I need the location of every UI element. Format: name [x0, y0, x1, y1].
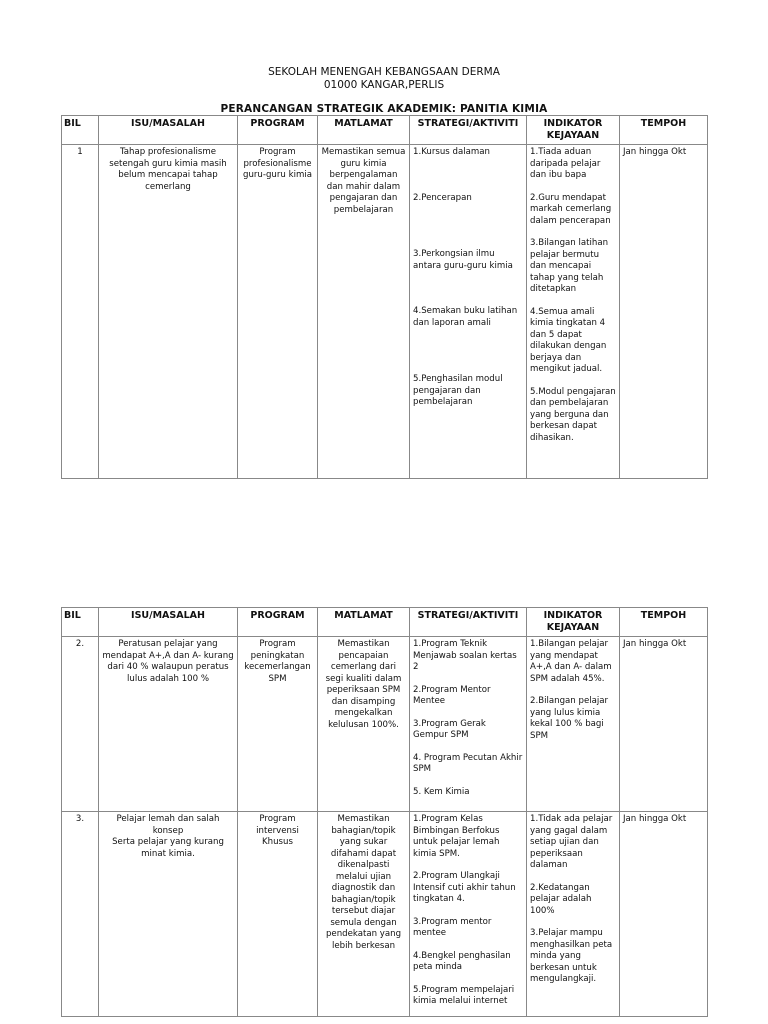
school-header: [0, 66, 768, 92]
strategi-item: 2.Pencerapan: [413, 192, 472, 203]
indikator-item: 1.Bilangan pelajar yang mendapat A+,A dan A- dalam SPM adalah 45%.: [530, 639, 612, 684]
cell-strategi: [410, 145, 527, 479]
indikator-item: 3.Bilangan latihan pelajar bermutu dan mencapai tahap yang telah ditetapkan: [530, 238, 609, 294]
strategi-item: 1.Program Teknik Menjawab soalan kertas 2: [413, 639, 517, 672]
cell-indikator: [527, 145, 620, 479]
indikator-item: 2.Bilangan pelajar yang lulus kimia kekal 100 % bagi SPM: [530, 696, 609, 741]
cell-tempoh: Jan hingga Okt: [620, 637, 708, 812]
col-header-bil: BIL: [62, 116, 99, 145]
col-header-matlamat: MATLAMAT: [318, 608, 410, 637]
table-row: [62, 812, 708, 1017]
table-header-row: [62, 608, 708, 637]
cell-isu: Peratusan pelajar yang mendapat A+,A dan A- kurang dari 40 % walaupun peratus lulus adalah 100 %: [99, 637, 238, 812]
cell-program: Program profesionalisme guru-guru kimia: [238, 145, 318, 479]
strategi-item: 1.Program Kelas Bimbingan Berfokus untuk pelajar lemah kimia SPM.: [413, 814, 500, 859]
school-name: SEKOLAH MENENGAH KEBANGSAAN DERMA: [268, 66, 500, 78]
strategi-item: 3.Program Gerak Gempur SPM: [413, 718, 486, 740]
table-row: [62, 145, 708, 479]
strategi-item: 4.Semakan buku latihan dan laporan amali: [413, 306, 518, 328]
col-header-program: PROGRAM: [238, 116, 318, 145]
indikator-item: 5.Modul pengajaran dan pembelajaran yang berguna dan berkesan dapat dihasikan.: [530, 386, 616, 443]
col-header-strategi: STRATEGI/AKTIVITI: [410, 608, 527, 637]
cell-indikator: [527, 812, 620, 1017]
col-header-isu: ISU/MASALAH: [99, 116, 238, 145]
strategi-item: 4. Program Pecutan Akhir SPM: [413, 752, 523, 774]
cell-strategi: [410, 812, 527, 1017]
strategi-item: 3.Perkongsian ilmu antara guru-guru kimia: [413, 249, 513, 271]
strategi-item: 5.Penghasilan modul pengajaran dan pembelajaran: [413, 374, 503, 407]
cell-matlamat: Memastikan semua guru kimia berpengalaman dan mahir dalam pengajaran dan pembelajaran: [318, 145, 410, 479]
cell-strategi: [410, 637, 527, 812]
col-header-tempoh: TEMPOH: [620, 116, 708, 145]
indikator-item: 4.Semua amali kimia tingkatan 4 dan 5 dapat dilakukan dengan berjaya dan mengikut jadual.: [530, 306, 607, 374]
cell-tempoh: Jan hingga Okt: [620, 145, 708, 479]
cell-bil: 1: [62, 145, 99, 479]
document-title: PERANCANGAN STRATEGIK AKADEMIK: PANITIA KIMIA: [220, 103, 548, 115]
cell-isu: [99, 812, 238, 1017]
cell-tempoh: Jan hingga Okt: [620, 812, 708, 1017]
school-address: 01000 KANGAR,PERLIS: [323, 79, 445, 91]
table-row: [62, 637, 708, 812]
cell-matlamat: Memastikan bahagian/topik yang sukar difahami dapat dikenalpasti melalui ujian diagnostik dan bahagian/topik tersebut diajar semula dengan pendekatan yang lebih berkesan: [318, 812, 410, 1017]
indikator-item: 1.Tiada aduan daripada pelajar dan ibu bapa: [530, 147, 601, 180]
indikator-item: 3.Pelajar mampu menghasilkan peta minda yang berkesan untuk mengulangkaji.: [530, 928, 613, 984]
strategi-item: 1.Kursus dalaman: [413, 147, 490, 157]
col-header-indikator: INDIKATOR KEJAYAAN: [527, 116, 620, 145]
cell-matlamat: Memastikan pencapaian cemerlang dari segi kualiti dalam peperiksaan SPM dan disamping mengekalkan kelulusan 100%.: [318, 637, 410, 812]
strategi-item: 5.Program mempelajari kimia melalui internet: [413, 984, 515, 1006]
indikator-item: 1.Tidak ada pelajar yang gagal dalam setiap ujian dan peperiksaan dalaman: [530, 814, 613, 870]
cell-program: Program intervensi Khusus: [238, 812, 318, 1017]
isu-line: Serta pelajar yang kurang minat kimia.: [112, 837, 224, 859]
strategy-table-1: [61, 115, 708, 479]
cell-isu: Tahap profesionalisme setengah guru kimia masih belum mencapai tahap cemerlang: [99, 145, 238, 479]
cell-bil: 3.: [62, 812, 99, 1017]
strategy-table-2: [61, 607, 708, 1017]
col-header-matlamat: MATLAMAT: [318, 116, 410, 145]
col-header-program: PROGRAM: [238, 608, 318, 637]
col-header-indikator: INDIKATOR KEJAYAAN: [527, 608, 620, 637]
strategi-item: 3.Program mentor mentee: [413, 916, 492, 938]
cell-program: Program peningkatan kecemerlangan SPM: [238, 637, 318, 812]
col-header-tempoh: TEMPOH: [620, 608, 708, 637]
strategi-item: 2.Program Mentor Mentee: [413, 684, 491, 706]
indikator-item: 2.Guru mendapat markah cemerlang dalam pencerapan: [530, 192, 612, 226]
strategi-item: 4.Bengkel penghasilan peta minda: [413, 950, 511, 972]
strategi-item: 2.Program Ulangkaji Intensif cuti akhir tahun tingkatan 4.: [413, 871, 516, 904]
cell-indikator: [527, 637, 620, 812]
col-header-bil: BIL: [62, 608, 99, 637]
col-header-isu: ISU/MASALAH: [99, 608, 238, 637]
table-header-row: [62, 116, 708, 145]
indikator-item: 2.Kedatangan pelajar adalah 100%: [530, 882, 592, 916]
col-header-strategi: STRATEGI/AKTIVITI: [410, 116, 527, 145]
isu-line: Pelajar lemah dan salah konsep: [116, 814, 220, 836]
cell-bil: 2.: [62, 637, 99, 812]
strategi-item: 5. Kem Kimia: [413, 786, 470, 797]
